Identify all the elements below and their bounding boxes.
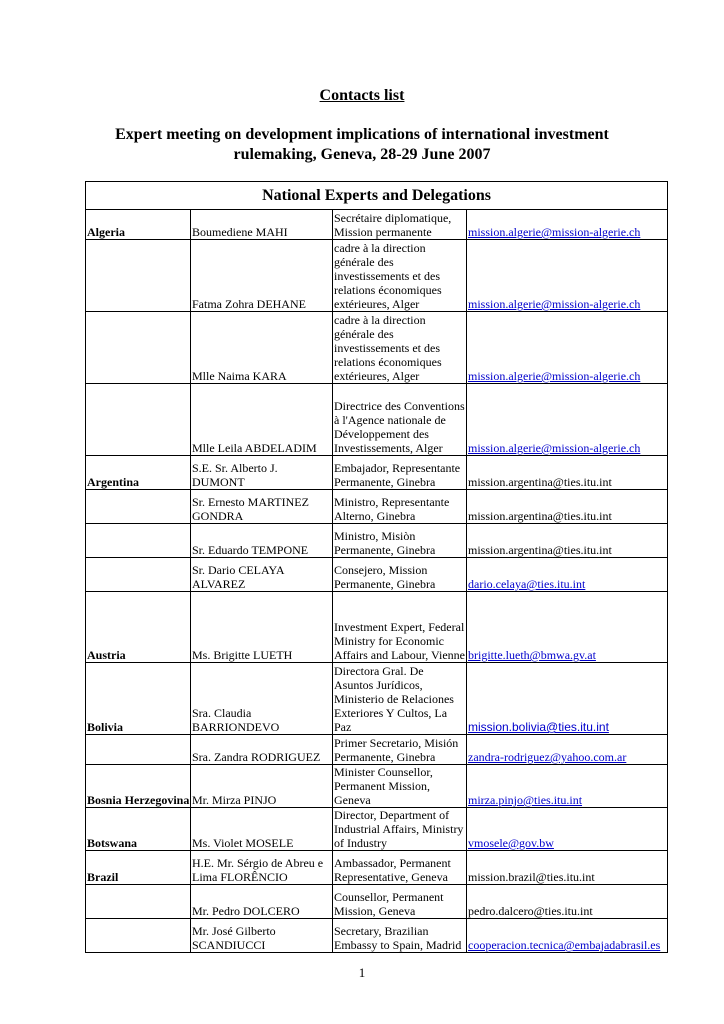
email-cell: mission.argentina@ties.itu.int — [467, 490, 668, 524]
position-cell: Investment Expert, Federal Ministry for Economic Affairs and Labour, Vienne — [333, 592, 467, 663]
position-cell: Counsellor, Permanent Mission, Geneva — [333, 885, 467, 919]
table-row — [86, 765, 668, 808]
name-cell: Fatma Zohra DEHANE — [191, 240, 333, 312]
position-cell: Primer Secretario, Misión Permanente, Ginebra — [333, 735, 467, 765]
country-cell — [86, 240, 191, 312]
country-cell: Bosnia Herzegovina — [86, 765, 191, 808]
table-row — [86, 240, 668, 312]
position-cell: Secretary, Brazilian Embassy to Spain, Madrid — [333, 919, 467, 953]
email-cell: pedro.dalcero@ties.itu.int — [467, 885, 668, 919]
position-cell: Director, Department of Industrial Affairs, Ministry of Industry — [333, 808, 467, 851]
position-cell: Ambassador, Permanent Representative, Geneva — [333, 851, 467, 885]
table-row — [86, 558, 668, 592]
country-cell: Brazil — [86, 851, 191, 885]
country-cell — [86, 312, 191, 384]
position-cell: Ministro, Misiòn Permanente, Ginebra — [333, 524, 467, 558]
table-row — [86, 851, 668, 885]
table-row — [86, 885, 668, 919]
name-cell: S.E. Sr. Alberto J. DUMONT — [191, 456, 333, 490]
name-cell: Sra. Claudia BARRIONDEVO — [191, 663, 333, 735]
table-row — [86, 210, 668, 240]
email-cell[interactable]: zandra-rodriguez@yahoo.com.ar — [467, 735, 668, 765]
email-cell: mission.argentina@ties.itu.int — [467, 524, 668, 558]
country-cell — [86, 919, 191, 953]
position-cell: Embajador, Representante Permanente, Ginebra — [333, 456, 467, 490]
name-cell: Sra. Zandra RODRIGUEZ — [191, 735, 333, 765]
page-number: 1 — [358, 965, 366, 980]
table-row — [86, 524, 668, 558]
name-cell: Sr. Dario CELAYA ALVAREZ — [191, 558, 333, 592]
email-cell[interactable]: dario.celaya@ties.itu.int — [467, 558, 668, 592]
country-cell: Botswana — [86, 808, 191, 851]
name-cell: Sr. Ernesto MARTINEZ GONDRA — [191, 490, 333, 524]
country-cell — [86, 490, 191, 524]
email-cell: mission.brazil@ties.itu.int — [467, 851, 668, 885]
country-cell: Bolivia — [86, 663, 191, 735]
email-cell[interactable]: mission.bolivia@ties.itu.int — [467, 663, 668, 735]
page-title: Contacts list — [319, 87, 405, 104]
country-cell: Argentina — [86, 456, 191, 490]
name-cell: Boumediene MAHI — [191, 210, 333, 240]
position-cell: Secrétaire diplomatique, Mission permanente — [333, 210, 467, 240]
email-cell[interactable]: mission.algerie@mission-algerie.ch — [467, 312, 668, 384]
email-cell[interactable]: cooperacion.tecnica@embajadabrasil.es — [467, 919, 668, 953]
position-cell: Consejero, Mission Permanente, Ginebra — [333, 558, 467, 592]
name-cell: Ms. Violet MOSELE — [191, 808, 333, 851]
position-cell: cadre à la direction générale des investissements et des relations économiques extérieures, Alger — [333, 312, 467, 384]
table-row — [86, 592, 668, 663]
name-cell: Sr. Eduardo TEMPONE — [191, 524, 333, 558]
email-cell[interactable]: brigitte.lueth@bmwa.gv.at — [467, 592, 668, 663]
name-cell: H.E. Mr. Sérgio de Abreu e Lima FLORÊNCIO — [191, 851, 333, 885]
name-cell: Mr. José Gilberto SCANDIUCCI — [191, 919, 333, 953]
country-cell — [86, 885, 191, 919]
name-cell: Mr. Pedro DOLCERO — [191, 885, 333, 919]
contacts-table-body — [86, 210, 668, 953]
table-row — [86, 384, 668, 456]
country-cell — [86, 524, 191, 558]
name-cell: Mlle Naima KARA — [191, 312, 333, 384]
contacts-table — [85, 181, 668, 953]
name-cell: Mlle Leila ABDELADIM — [191, 384, 333, 456]
country-cell — [86, 735, 191, 765]
section-heading: National Experts and Delegations — [86, 182, 668, 210]
country-cell: Austria — [86, 592, 191, 663]
email-cell[interactable]: vmosele@gov.bw — [467, 808, 668, 851]
email-cell[interactable]: mission.algerie@mission-algerie.ch — [467, 210, 668, 240]
name-cell: Mr. Mirza PINJO — [191, 765, 333, 808]
name-cell: Ms. Brigitte LUETH — [191, 592, 333, 663]
position-cell: Minister Counsellor, Permanent Mission, Geneva — [333, 765, 467, 808]
position-cell: Ministro, Representante Alterno, Ginebra — [333, 490, 467, 524]
table-row — [86, 808, 668, 851]
email-cell[interactable]: mission.algerie@mission-algerie.ch — [467, 240, 668, 312]
email-cell[interactable]: mission.algerie@mission-algerie.ch — [467, 384, 668, 456]
email-cell: mission.argentina@ties.itu.int — [467, 456, 668, 490]
position-cell: Directora Gral. De Asuntos Jurídicos, Ministerio de Relaciones Exteriores Y Cultos, La Paz — [333, 663, 467, 735]
position-cell: Directrice des Conventions à l'Agence nationale de Développement des Investissements, Alger — [333, 384, 467, 456]
email-cell[interactable]: mirza.pinjo@ties.itu.int — [467, 765, 668, 808]
table-row — [86, 919, 668, 953]
country-cell — [86, 384, 191, 456]
table-row — [86, 490, 668, 524]
table-row — [86, 312, 668, 384]
country-cell — [86, 558, 191, 592]
table-row — [86, 456, 668, 490]
country-cell: Algeria — [86, 210, 191, 240]
table-row — [86, 735, 668, 765]
position-cell: cadre à la direction générale des investissements et des relations économiques extérieures, Alger — [333, 240, 467, 312]
table-row — [86, 663, 668, 735]
document-subtitle: Expert meeting on development implications of international investment rulemaking, Geneva, 28-29 June 2007 — [115, 126, 609, 163]
